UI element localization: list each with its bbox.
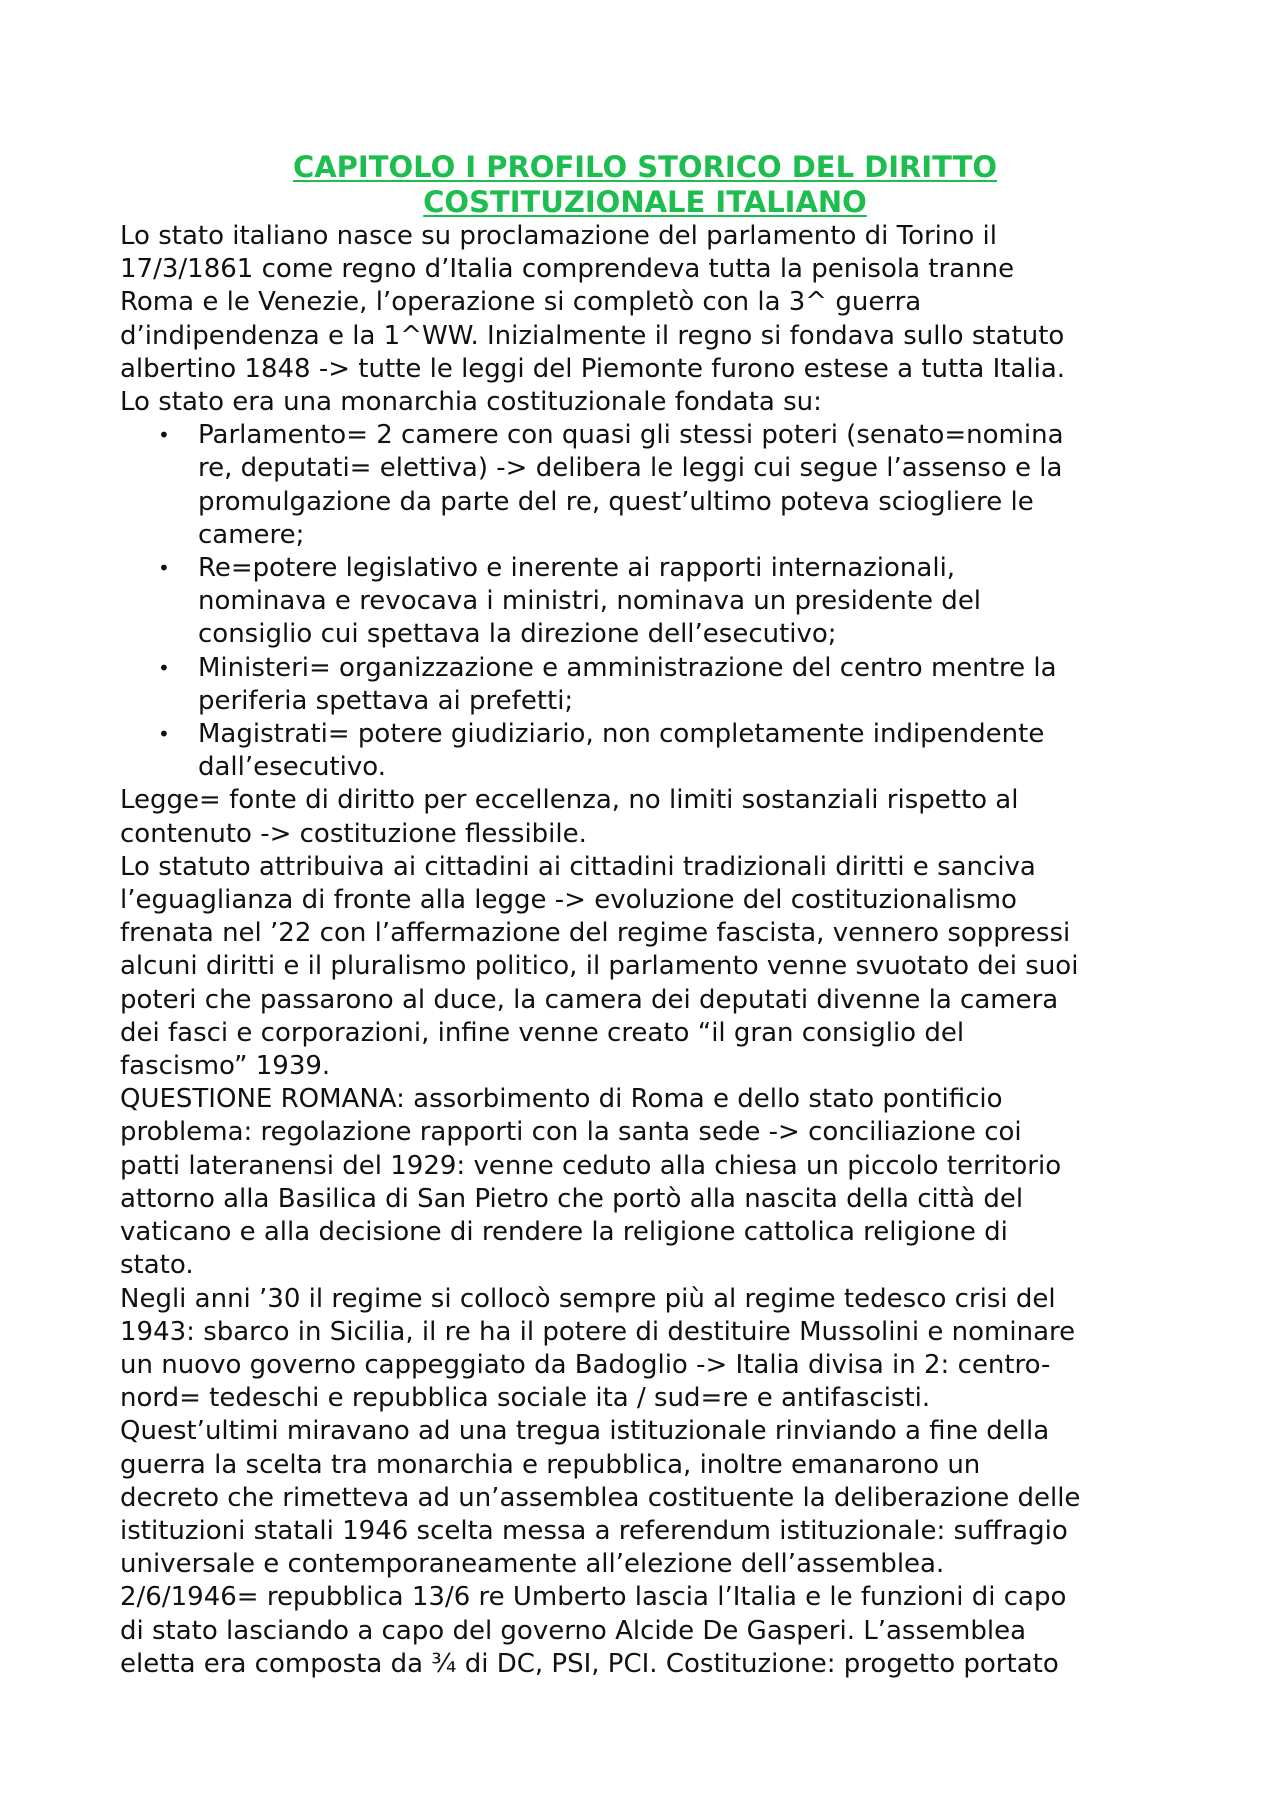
text-line: 1943: sbarco in Sicilia, il re ha il potere di destituire Mussolini e nominare: [120, 1316, 1076, 1347]
text-line: fascismo” 1939.: [120, 1051, 331, 1082]
text-line: Negli anni ’30 il regime si collocò sempre più al regime tedesco crisi del: [120, 1283, 1056, 1314]
text-line: attorno alla Basilica di San Pietro che portò alla nascita della città del: [120, 1183, 1024, 1214]
text-line: di stato lasciando a capo del governo Alcide De Gasperi. L’assemblea: [120, 1615, 1027, 1646]
text-line: Ministeri= organizzazione e amministrazione del centro mentre la: [198, 652, 1057, 683]
text-line: Re=potere legislativo e inerente ai rapporti internazionali,: [198, 553, 956, 584]
list-item-parlamento: [120, 419, 1170, 552]
text-line: eletta era composta da ¾ di DC, PSI, PCI. Costituzione: progetto portato: [120, 1648, 1059, 1679]
text-line: Legge= fonte di diritto per eccellenza, no limiti sostanziali rispetto al: [120, 785, 1019, 816]
bullet-icon: •: [158, 722, 170, 747]
text-line: camere;: [198, 519, 305, 550]
text-line: QUESTIONE ROMANA: assorbimento di Roma e dello stato pontificio: [120, 1084, 1003, 1115]
text-line: dei fasci e corporazioni, infine venne creato “il gran consiglio del: [120, 1017, 965, 1048]
text-line: d’indipendenza e la 1^WW. Inizialmente il regno si fondava sullo statuto: [120, 320, 1065, 351]
text-line: patti lateranensi del 1929: venne ceduto alla chiesa un piccolo territorio: [120, 1150, 1062, 1181]
chapter-title-line-1: CAPITOLO I PROFILO STORICO DEL DIRITTO: [292, 150, 998, 184]
text-line: guerra la scelta tra monarchia e repubblica, inoltre emanarono un: [120, 1449, 981, 1480]
text-line: Parlamento= 2 camere con quasi gli stessi poteri (senato=nomina: [198, 420, 1064, 451]
text-line: consiglio cui spettava la direzione dell’esecutivo;: [198, 619, 837, 650]
text-line: Lo statuto attribuiva ai cittadini ai cittadini tradizionali diritti e sanciva: [120, 851, 1036, 882]
text-line: dall’esecutivo.: [198, 752, 386, 783]
text-line: Roma e le Venezie, l’operazione si completò con la 3^ guerra: [120, 287, 922, 318]
text-line: stato.: [120, 1250, 194, 1281]
text-line: l’eguaglianza di fronte alla legge -> evoluzione del costituzionalismo: [120, 885, 1017, 916]
chapter-title: [120, 150, 1170, 220]
text-line: decreto che rimetteva ad un’assemblea costituente la deliberazione delle: [120, 1482, 1081, 1513]
list-item-magistrati: [120, 718, 1170, 784]
body-paragraphs: [120, 784, 1170, 1680]
text-line: un nuovo governo cappeggiato da Badoglio -> Italia divisa in 2: centro-: [120, 1349, 1051, 1380]
text-line: nominava e revocava i ministri, nominava un presidente del: [198, 586, 982, 617]
text-line: 17/3/1861 come regno d’Italia comprendeva tutta la penisola tranne: [120, 254, 1015, 285]
chapter-title-line-2: COSTITUZIONALE ITALIANO: [423, 185, 867, 219]
text-line: re, deputati= elettiva) -> delibera le leggi cui segue l’assenso e la: [198, 453, 1063, 484]
bullet-icon: •: [158, 655, 170, 680]
bullet-icon: •: [158, 423, 170, 448]
text-line: Quest’ultimi miravano ad una tregua istituzionale rinviando a fine della: [120, 1416, 1050, 1447]
text-line: universale e contemporaneamente all’elezione dell’assemblea.: [120, 1549, 945, 1580]
text-line: 2/6/1946= repubblica 13/6 re Umberto lascia l’Italia e le funzioni di capo: [120, 1582, 1067, 1613]
text-line: contenuto -> costituzione flessibile.: [120, 818, 587, 849]
text-line: alcuni diritti e il pluralismo politico, il parlamento venne svuotato dei suoi: [120, 951, 1079, 982]
list-item-ministeri: [120, 652, 1170, 718]
text-line: problema: regolazione rapporti con la santa sede -> conciliazione coi: [120, 1117, 1022, 1148]
text-line: periferia spettava ai prefetti;: [198, 685, 574, 716]
bullet-list: [120, 419, 1170, 784]
text-line: poteri che passarono al duce, la camera dei deputati divenne la camera: [120, 984, 1059, 1015]
text-line: albertino 1848 -> tutte le leggi del Piemonte furono estese a tutta Italia.: [120, 353, 1066, 384]
text-line: nord= tedeschi e repubblica sociale ita / sud=re e antifascisti.: [120, 1383, 931, 1414]
list-item-re: [120, 552, 1170, 652]
text-line: istituzioni statali 1946 scelta messa a referendum istituzionale: suffragio: [120, 1515, 1068, 1546]
text-line: Magistrati= potere giudiziario, non completamente indipendente: [198, 719, 1045, 750]
intro-paragraph: [120, 220, 1170, 419]
bullet-icon: •: [158, 556, 170, 581]
text-line: Lo stato era una monarchia costituzionale fondata su:: [120, 387, 822, 418]
text-line: promulgazione da parte del re, quest’ultimo poteva sciogliere le: [198, 486, 1034, 517]
text-line: vaticano e alla decisione di rendere la religione cattolica religione di: [120, 1217, 1008, 1248]
text-line: Lo stato italiano nasce su proclamazione del parlamento di Torino il: [120, 221, 997, 251]
text-line: frenata nel ’22 con l’affermazione del regime fascista, vennero soppressi: [120, 918, 1071, 949]
document-content: [120, 150, 1170, 1681]
